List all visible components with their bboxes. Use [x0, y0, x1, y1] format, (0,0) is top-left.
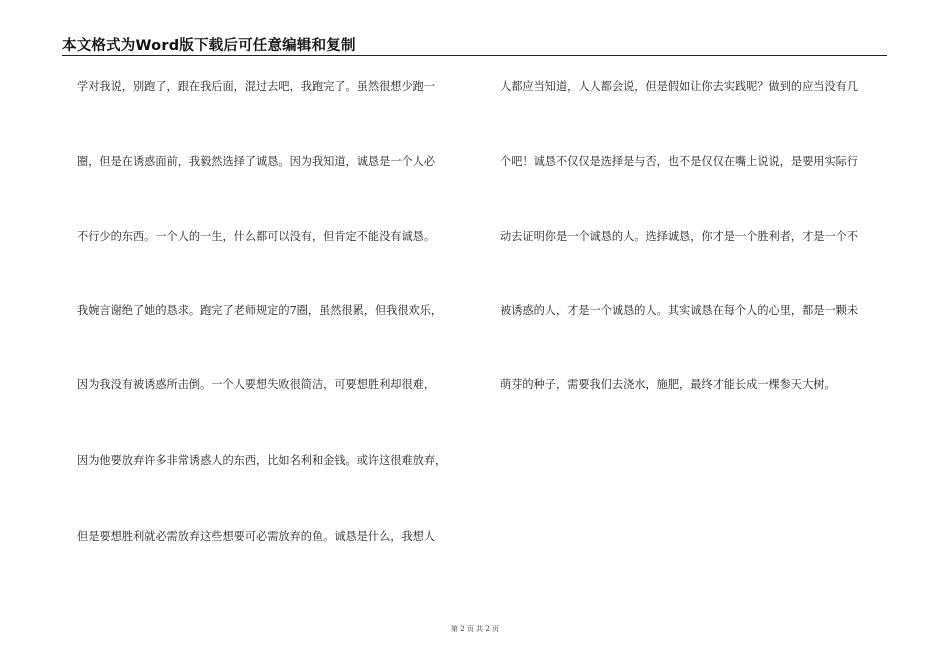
- left-line-5: 因为我没有被诱惑所击倒。一个人要想失败很简洁，可要想胜利却很难，: [77, 378, 436, 391]
- right-line-4: 被诱惑的人，才是一个诚恳的人。其实诚恳在每个人的心里，都是一颗未: [500, 304, 859, 317]
- right-line-2: 个吧！诚恳不仅仅是选择是与否，也不是仅仅在嘴上说说，是要用实际行: [500, 155, 859, 168]
- left-line-4: 我婉言谢绝了她的恳求。跑完了老师规定的7圈，虽然很累，但我很欢乐，: [77, 304, 443, 317]
- right-line-5: 萌芽的种子，需要我们去浇水，施肥，最终才能长成一棵参天大树。: [500, 378, 836, 391]
- left-line-2: 圈，但是在诱惑面前，我毅然选择了诚恳。因为我知道，诚恳是一个人必: [77, 155, 436, 168]
- right-line-1: 人都应当知道，人人都会说，但是假如让你去实践呢？做到的应当没有几: [500, 80, 859, 93]
- right-line-3: 动去证明你是一个诚恳的人。选择诚恳，你才是一个胜利者，才是一个不: [500, 230, 859, 243]
- left-line-6: 因为他要放弃许多非常诱惑人的东西，比如名利和金钱。或许这很难放弃，: [77, 454, 447, 467]
- header-divider: [62, 55, 887, 56]
- left-line-1: 学对我说，别跑了，跟在我后面，混过去吧，我跑完了。虽然很想少跑一: [77, 80, 436, 93]
- document-header-title: 本文格式为Word版下载后可任意编辑和复制: [62, 38, 356, 54]
- left-line-7: 但是要想胜利就必需放弃这些想要可必需放弃的鱼。诚恳是什么，我想人: [77, 530, 436, 543]
- left-line-3: 不行少的东西。一个人的一生，什么都可以没有，但肯定不能没有诚恳。: [77, 230, 436, 243]
- page-number-footer: 第 2 页 共 2 页: [450, 625, 500, 633]
